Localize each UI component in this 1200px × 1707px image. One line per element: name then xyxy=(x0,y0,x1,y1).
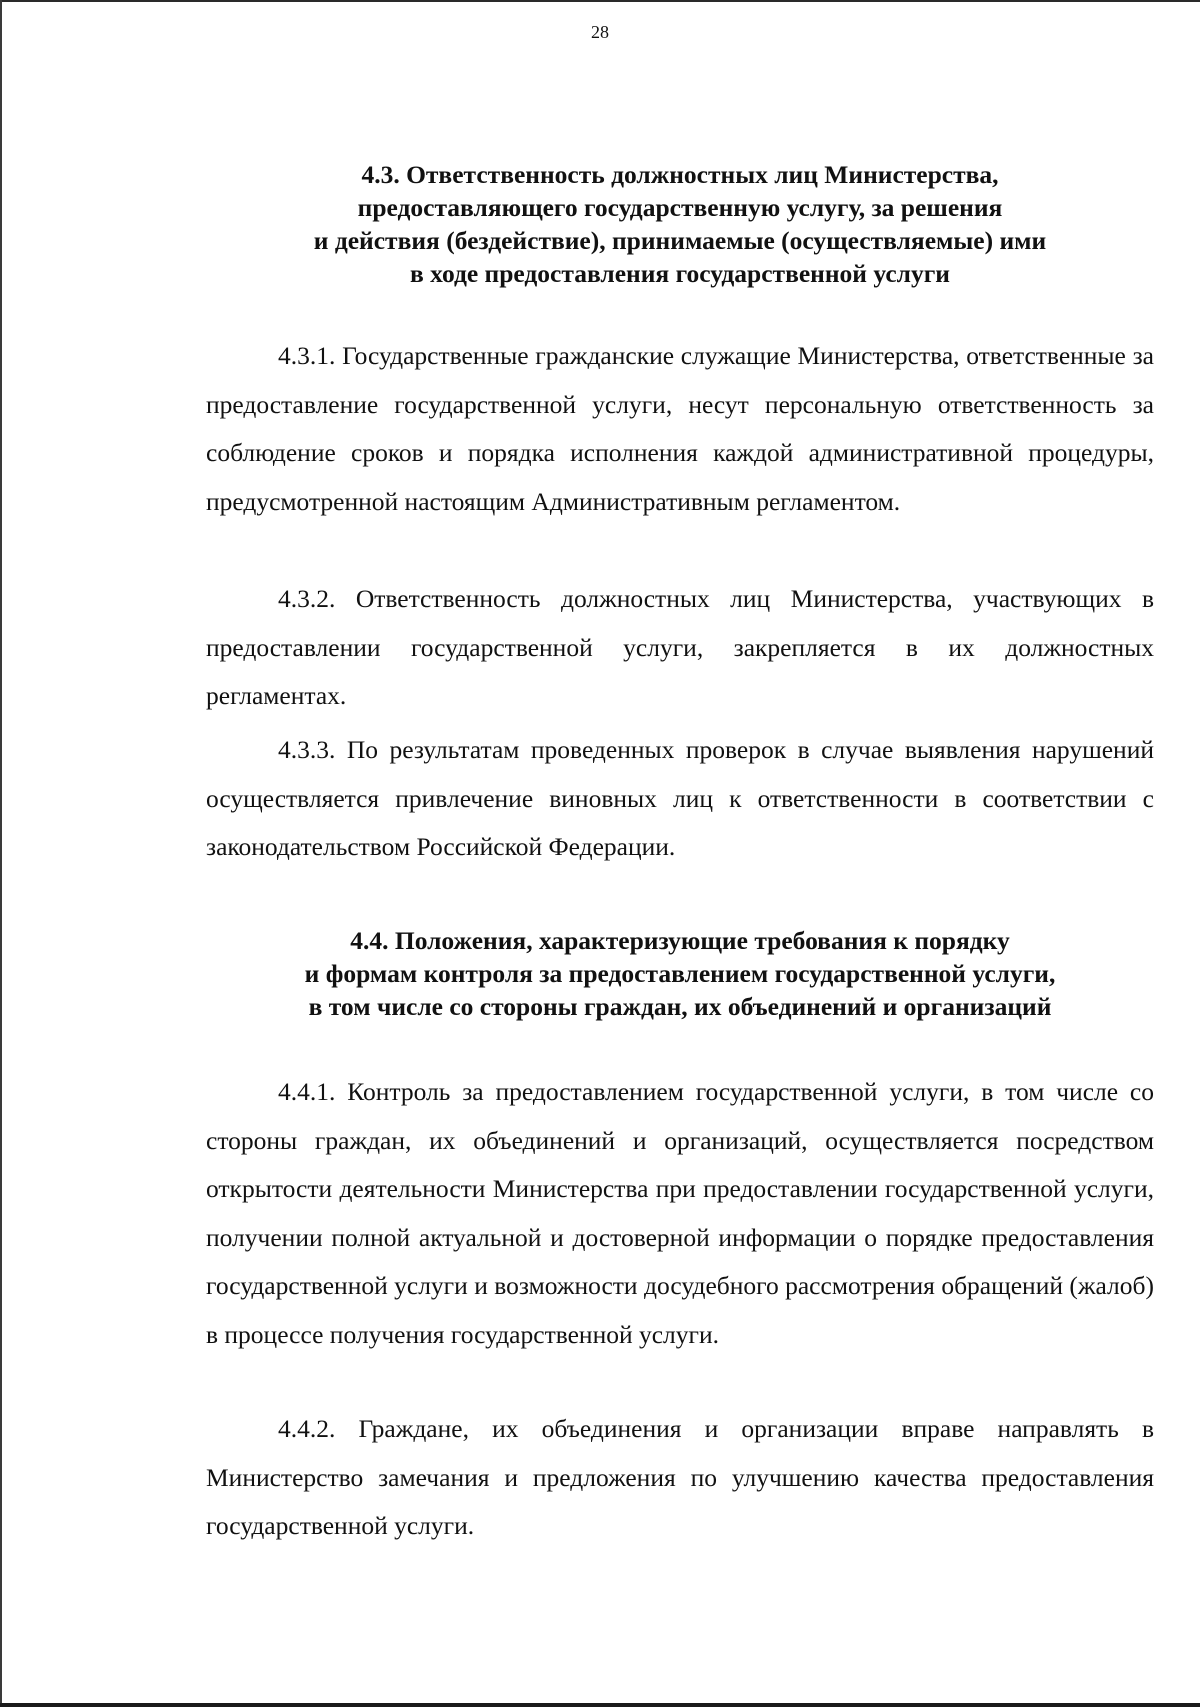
page-number: 28 xyxy=(591,22,609,42)
paragraph-4-4-2: 4.4.2. Граждане, их объединения и организации вправе направлять в Министерство замечания и предложения по улучшению качества предоставления государственной услуги. xyxy=(206,1414,1154,1540)
section-heading-4-3 xyxy=(206,158,1154,290)
scan-edge-top xyxy=(0,0,1200,2)
heading-line: в ходе предоставления государственной услуги xyxy=(410,259,950,288)
paragraph-4-3-1: 4.3.1. Государственные гражданские служащие Министерства, ответственные за предоставление государственной услуги, несут персональную ответственность за соблюдение сроков и порядка исполнения каждой административной процедуры, предусмотренной настоящим Административным регламентом. xyxy=(206,341,1154,516)
scan-edge-left xyxy=(0,0,2,1707)
heading-line: 4.3. Ответственность должностных лиц Министерства, xyxy=(361,160,999,189)
paragraph-4-3-2: 4.3.2. Ответственность должностных лиц Министерства, участвующих в предоставлении государственной услуги, закрепляется в их должностных регламентах. xyxy=(206,584,1154,710)
paragraph-4-4-1: 4.4.1. Контроль за предоставлением государственной услуги, в том числе со стороны граждан, их объединений и организаций, осуществляется посредством открытости деятельности Министерства при предоставлении государственной услуги, получении полной актуальной и достоверной информации о порядке предоставления государственной услуги и возможности досудебного рассмотрения обращений (жалоб) в процессе получения государственной услуги. xyxy=(206,1077,1154,1349)
paragraph-4-3-3: 4.3.3. По результатам проведенных проверок в случае выявления нарушений осуществляется привлечение виновных лиц к ответственности в соответствии с законодательством Российской Федерации. xyxy=(206,735,1154,861)
heading-line: и действия (бездействие), принимаемые (осуществляемые) ими xyxy=(313,226,1047,255)
section-heading-4-4 xyxy=(206,924,1154,1023)
scan-edge-bottom xyxy=(0,1703,1200,1707)
heading-line: 4.4. Положения, характеризующие требования к порядку xyxy=(350,926,1010,955)
heading-line: предоставляющего государственную услугу, за решения xyxy=(357,193,1003,222)
heading-line: в том числе со стороны граждан, их объединений и организаций xyxy=(308,992,1052,1021)
heading-line: и формам контроля за предоставлением государственной услуги, xyxy=(304,959,1056,988)
